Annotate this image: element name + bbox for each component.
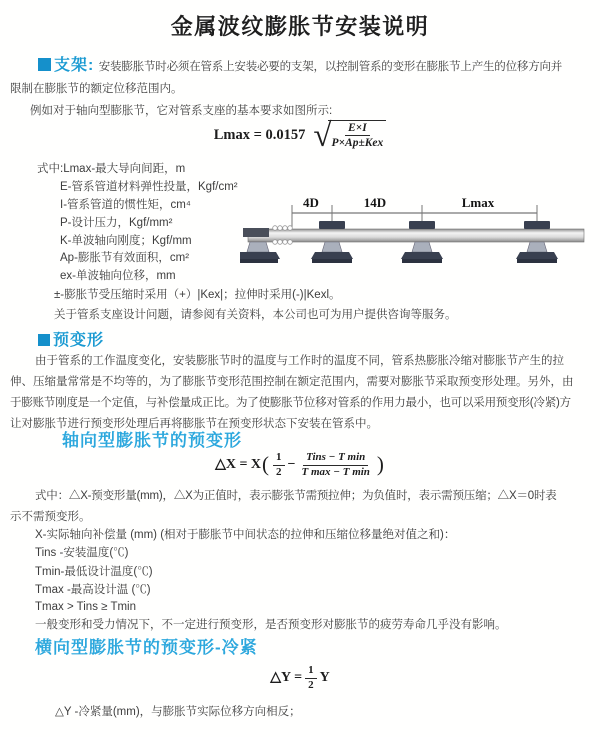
fraction-denominator: T max − T min — [301, 465, 370, 478]
definition-item: P-设计压力，Kgf/mm² — [60, 217, 173, 229]
page-title: 金属波纹膨胀节安装说明 — [170, 14, 430, 39]
one-half-fraction — [273, 452, 285, 478]
fraction-denominator: 2 — [276, 465, 282, 478]
definition-item: ±-膨胀节受压缩时采用（+）|Kex|；拉伸时采用(-)|Kexl。 — [54, 289, 341, 301]
axial-explanation-line: Tmax -最高设计温 (℃) — [35, 584, 151, 596]
radical-sign: √ — [313, 118, 332, 154]
lateral-explanation-line: △Y -冷紧量(mm)，与膨胀节实际位移方向相反； — [55, 706, 301, 718]
anchor-arm — [243, 228, 269, 237]
support-text-line1: 安装膨胀节时必须在管系上安装必要的支架，以控制管系的变形在膨胀节上产生的位移方向并 — [98, 61, 563, 73]
lmax-formula — [0, 118, 600, 154]
axial-explanation-line: 式中：△X-预变形量(mm)，△X为正值时，表示膨张节需预拉伸；为负值时，表示需预压缩；△X＝0时表 — [35, 490, 557, 502]
preform-section-heading: 预变形 — [53, 332, 105, 349]
close-paren: ) — [376, 451, 384, 476]
one-half-fraction — [305, 665, 317, 691]
preform-text-line: 伸、压缩量常常是不均等的，为了膨胀节变形范围控制在额定范围内，需要对膨胀节采取预变形处理。另外，由 — [10, 376, 574, 388]
preform-text-line: 于膨账节刚度是一个定值，与补偿量成正比。为了使膨胀节位移对管系的作用力最小，也可以采用预变形(冷紧)方 — [10, 397, 571, 409]
axial-formula-prefix: △X = X — [215, 457, 262, 472]
pipe — [248, 229, 584, 242]
temperature-fraction — [299, 452, 373, 478]
preform-text-line: 由于管系的工作温度变化，安装膨胀节时的温度与工作时的温度不同，管系热膨胀冷缩对膨胀节产生的拉 — [35, 355, 564, 367]
dimension-label-lmax: Lmax — [461, 195, 495, 210]
definition-item: K-单波轴向刚度；Kgf/mm — [60, 235, 192, 247]
dimension-label-14d: 14D — [363, 195, 387, 210]
axial-support-diagram — [240, 192, 595, 292]
support-section-heading: 支架: — [54, 57, 95, 74]
fraction-denominator: 2 — [308, 678, 314, 691]
support-text-line2: 限制在膨胀节的额定位移范围内。 — [10, 83, 183, 95]
definition-item: Ap-膨胀节有效面积，cm² — [60, 252, 190, 264]
axial-explanation-line: 示不需预变形。 — [10, 511, 91, 523]
definition-item: I-管系管道的惯性矩，cm⁴ — [60, 199, 191, 211]
support-consulting-note: 关于管系支座设计问题，请参阅有关资料，本公司也可为用户提供咨询等服务。 — [54, 309, 457, 321]
radical-content — [328, 120, 386, 149]
axial-preform-formula — [0, 452, 600, 478]
axial-subheading: 轴向型膨胀节的预变形 — [62, 431, 242, 450]
support-text-line3: 例如对于轴向型膨胀节，它对管系支座的基本要求如图所示: — [30, 105, 333, 117]
axial-explanation-line: 一般变形和受力情况下，不一定进行预变形，是否预变形对膨胀节的疲劳寿命几乎没有影响。 — [35, 619, 507, 631]
blue-square-bullet-icon — [38, 58, 51, 71]
pipe-support — [240, 242, 280, 263]
fraction-numerator: Tins − T min — [303, 452, 368, 466]
lateral-preform-formula — [0, 665, 600, 691]
open-paren: ( — [262, 451, 270, 476]
lateral-subheading: 横向型膨胀节的预变形-冷紧 — [35, 638, 258, 657]
axial-explanation-line: Tmin-最低设计温度(℃) — [35, 566, 153, 578]
fraction-numerator: 1 — [305, 665, 317, 679]
lateral-formula-prefix: △Y = — [270, 670, 303, 685]
preform-text-line: 让对膨胀节进行预变形处理后再将膨胀节在预变形状态下安装在管系中。 — [10, 418, 378, 430]
support-section-line1 — [38, 57, 562, 75]
lmax-formula-lhs: Lmax = 0.0157 — [213, 126, 306, 143]
definition-item: 式中:Lmax-最大导向间距，m — [37, 163, 186, 175]
axial-explanation-line: Tmax > Tins ≥ Tmin — [35, 601, 136, 613]
preform-section-heading-row — [38, 332, 104, 350]
fraction-numerator: 1 — [273, 452, 285, 466]
lmax-formula-denominator: P×Ap±Kex — [331, 137, 384, 150]
axial-explanation-line: X-实际轴向补偿量 (mm) (相对于膨胀节中间状态的拉伸和压缩位移量绝对值之和)： — [35, 529, 456, 541]
definition-item: ex-单波轴向位移，mm — [60, 270, 176, 282]
lmax-formula-numerator: E×I — [345, 122, 370, 136]
lateral-formula-suffix: Y — [319, 670, 330, 685]
definition-item: E-管系管道材料弹性投量，Kgf/cm² — [60, 181, 238, 193]
dimension-label-4d: 4D — [303, 195, 319, 210]
axial-explanation-line: Tins -安装温度(℃) — [35, 547, 129, 559]
minus-sign: − — [287, 457, 296, 472]
blue-square-bullet-icon — [38, 334, 50, 346]
